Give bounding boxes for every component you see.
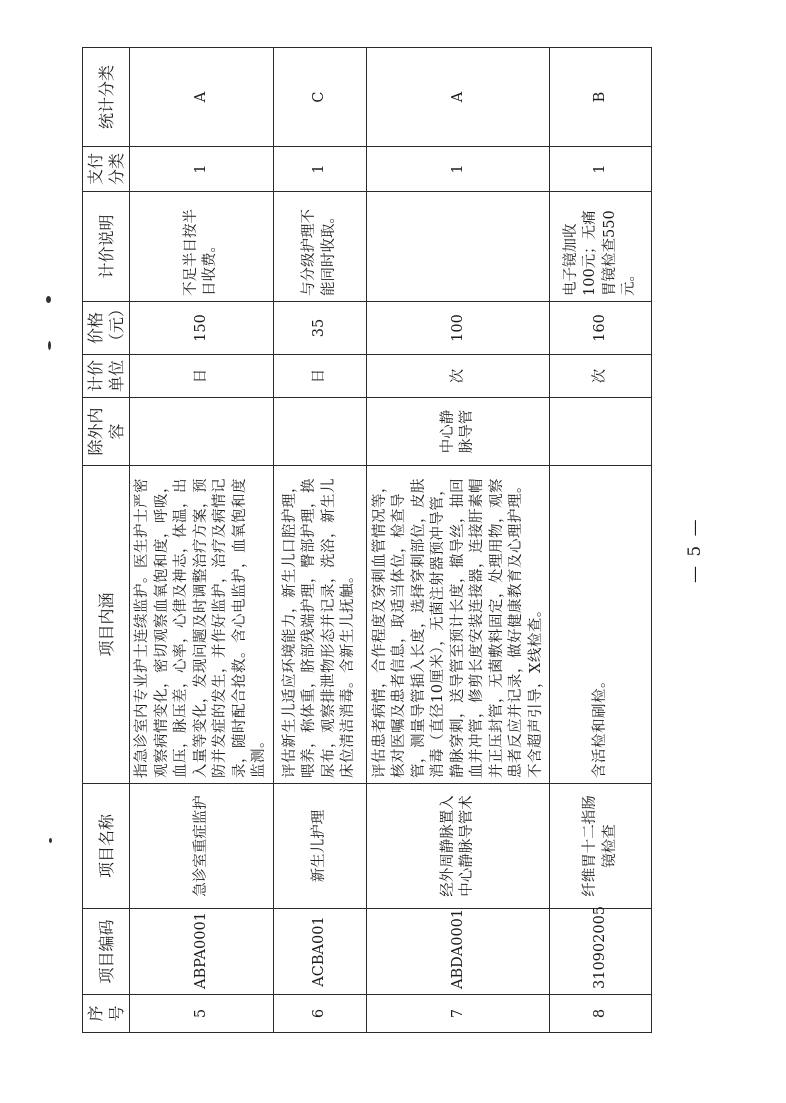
row-content: 评估新生儿适应环境能力，新生儿口腔护理，喂养，称体重，脐部残端护理，臀部护理，换尿布，观察排泄物形态并记录，洗浴，新生儿床位清洁消毒。含新生儿抚触。 xyxy=(273,466,366,784)
row-unit: 日 xyxy=(273,355,366,398)
row-excluded: 中心静脉导管 xyxy=(367,398,550,466)
row-no: 6 xyxy=(273,995,366,1033)
row-name: 新生儿护理 xyxy=(273,784,366,909)
row-excluded xyxy=(550,398,652,466)
row-name: 经外周静脉置入中心静脉导管术 xyxy=(367,784,550,909)
header-no: 序号 xyxy=(83,995,130,1033)
table-row xyxy=(367,48,550,1033)
row-stat: A xyxy=(130,48,274,147)
row-content: 含活检和刷检。 xyxy=(550,466,652,784)
table-row xyxy=(130,48,274,1033)
row-code: ACBA001 xyxy=(273,909,366,995)
header-code: 项目编码 xyxy=(83,909,130,995)
row-code: ABDA0001 xyxy=(367,909,550,995)
row-price: 100 xyxy=(367,302,550,355)
scan-speck xyxy=(48,341,51,350)
row-content: 指急诊室内专业护士连续监护。医生护士严密观察病情变化，密切观察血氧饱和度，呼吸，血压，脉压差，心率，心律及神志，体温，出入量等变化，发现问题及时调整治疗方案，预防并发症的发生，并作好监护，治疗及病情记录，随时配合抢救。含心电监护，血氧饱和度监测。 xyxy=(130,466,274,784)
row-unit: 日 xyxy=(130,355,274,398)
row-payment: 1 xyxy=(367,147,550,192)
row-excluded xyxy=(130,398,274,466)
row-name: 急诊室重症监护 xyxy=(130,784,274,909)
row-payment: 1 xyxy=(550,147,652,192)
row-no: 8 xyxy=(550,995,652,1033)
header-unit: 计价单位 xyxy=(83,355,130,398)
table-header-row xyxy=(83,48,130,1033)
scan-speck xyxy=(46,296,51,303)
header-content: 项目内涵 xyxy=(83,466,130,784)
row-pricing-note: 不足半日按半日收费。 xyxy=(130,192,274,302)
row-name: 纤维胃十二指肠镜检查 xyxy=(550,784,652,909)
table-row xyxy=(273,48,366,1033)
row-unit: 次 xyxy=(550,355,652,398)
page-number: — 5 — xyxy=(685,517,705,583)
header-payment: 支付分类 xyxy=(83,147,130,192)
row-unit: 次 xyxy=(367,355,550,398)
row-price: 160 xyxy=(550,302,652,355)
row-stat: C xyxy=(273,48,366,147)
fee-schedule-table xyxy=(82,47,652,1033)
row-code: 310902005 xyxy=(550,909,652,995)
row-no: 7 xyxy=(367,995,550,1033)
row-no: 5 xyxy=(130,995,274,1033)
header-stat: 统计分类 xyxy=(83,48,130,147)
header-price: 价格（元） xyxy=(83,302,130,355)
header-pricing-note: 计价说明 xyxy=(83,192,130,302)
row-price: 35 xyxy=(273,302,366,355)
row-pricing-note: 与分级护理不能同时收取。 xyxy=(273,192,366,302)
table-row xyxy=(550,48,652,1033)
row-content: 评估患者病情，合作程度及穿刺血管情况等，核对医嘱及患者信息，取适当体位，检查导管，测量导管插入长度，选择穿刺部位，皮肤消毒（直径10厘米），无菌注射器预冲导管，静脉穿刺，送导管至预计长度，撤导丝，抽回血并冲管，修剪长度安装连接器，连接肝素帽并正压封管，无菌敷料固定，处理用物，观察患者反应并记录，做好健康教育及心理护理。不含超声引导，X线检查。 xyxy=(367,466,550,784)
row-payment: 1 xyxy=(273,147,366,192)
row-pricing-note: 电子镜加收100元；无痛胃镜检查550元。 xyxy=(550,192,652,302)
row-price: 150 xyxy=(130,302,274,355)
row-code: ABPA0001 xyxy=(130,909,274,995)
header-name: 项目名称 xyxy=(83,784,130,909)
row-excluded xyxy=(273,398,366,466)
header-excluded: 除外内容 xyxy=(83,398,130,466)
row-stat: A xyxy=(367,48,550,147)
scan-speck xyxy=(49,838,52,843)
row-stat: B xyxy=(550,48,652,147)
row-pricing-note xyxy=(367,192,550,302)
row-payment: 1 xyxy=(130,147,274,192)
